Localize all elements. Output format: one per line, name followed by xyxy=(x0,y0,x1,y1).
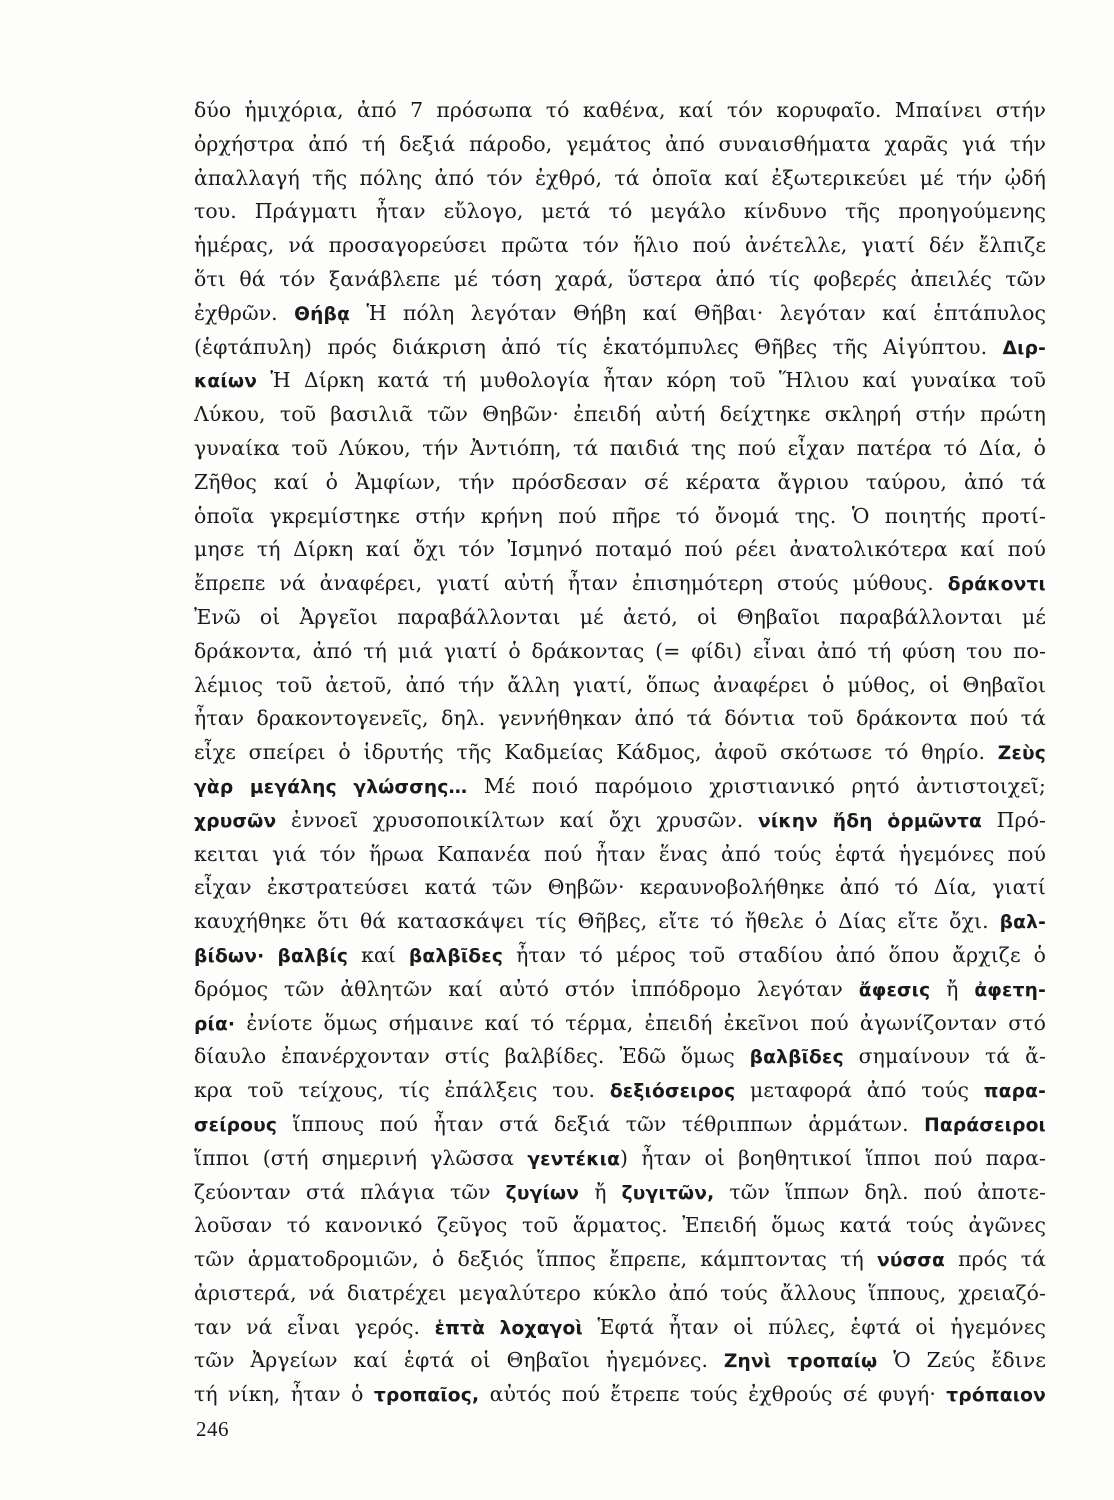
page-number: 246 xyxy=(196,1417,229,1441)
text-run: εἶχαν ἐκστρατεύσει κατά τῶν Θηβῶν· κεραυνοβολήθηκε ἀπό τό Δία, γιατί xyxy=(194,875,1046,900)
text-line xyxy=(194,601,1046,635)
text-run: Ἐνῶ οἱ Ἀργεῖοι παραβάλλονται μέ ἀετό, οἱ Θηβαῖοι παραβάλλονται μέ xyxy=(194,604,1046,629)
text-line xyxy=(194,635,1046,669)
text-run: κειται γιά τόν ἥρωα Καπανέα πού ἦταν ἕνας ἀπό τούς ἑφτά ἡγεμόνες πού xyxy=(194,841,1046,866)
text-line xyxy=(194,804,1046,838)
text-run: του. Πράγματι ἦταν εὔλογο, μετά τό μεγάλο κίνδυνο τῆς προηγούμενης xyxy=(194,199,1046,224)
text-run: δίαυλο ἐπανέρχονταν στίς βαλβίδες. Ἐδῶ ὅμως xyxy=(194,1044,750,1069)
text-line xyxy=(194,500,1046,534)
text-line xyxy=(194,162,1046,196)
text-line xyxy=(194,1074,1046,1108)
text-run: ἤ xyxy=(930,976,975,1001)
text-line xyxy=(194,1007,1046,1041)
text-line xyxy=(194,1378,1046,1412)
lemma-keyword: γεντέκια xyxy=(527,1148,621,1170)
text-run: δρόμος τῶν ἀθλητῶν καί αὐτό στόν ἱππόδρομο λεγόταν xyxy=(194,976,859,1001)
text-line xyxy=(194,1142,1046,1176)
lemma-keyword: βίδων· xyxy=(194,945,265,967)
text-run: τῶν Ἀργείων καί ἑφτά οἱ Θηβαῖοι ἡγεμόνες. xyxy=(194,1348,724,1373)
text-run: ταν νά εἶναι γερός. xyxy=(194,1314,435,1339)
text-run: Ὁ Ζεύς ἔδινε xyxy=(877,1348,1046,1373)
text-line xyxy=(194,533,1046,567)
text-run: ἤ xyxy=(579,1179,622,1204)
text-run: ζεύονταν στά πλάγια τῶν xyxy=(194,1179,506,1204)
lemma-keyword: τροπαῖος, xyxy=(373,1385,480,1407)
text-line xyxy=(194,567,1046,601)
text-line xyxy=(194,702,1046,736)
text-run: ὁποῖα γκρεμίστηκε στήν κρήνη πού πῆρε τό ὄνομά της. Ὁ ποιητής προτί- xyxy=(194,503,1046,528)
lemma-keyword: ἄφεσις xyxy=(858,979,931,1001)
text-run: Πρό- xyxy=(982,807,1047,832)
text-run: ἐννοεῖ χρυσοποικίλτων καί ὄχι χρυσῶν. xyxy=(276,807,759,832)
text-run: ἀπαλλαγή τῆς πόλης ἀπό τόν ἐχθρό, τά ὁποῖα καί ἐξωτερικεύει μέ τήν ᾠδή xyxy=(194,165,1046,190)
text-run: δράκοντα, ἀπό τή μιά γιατί ὁ δράκοντας (= φίδι) εἶναι ἀπό τή φύση του πο- xyxy=(194,638,1046,663)
text-run: Ἡ πόλη λεγόταν Θήβη καί Θῆβαι· λεγόταν καί ἑπτάπυλος xyxy=(350,300,1046,325)
text-run: μησε τή Δίρκη καί ὄχι τόν Ἰσμηνό ποταμό πού ρέει ἀνατολικότερα καί πού xyxy=(194,537,1046,562)
text-run: (ἑφτάπυλη) πρός διάκριση ἀπό τίς ἑκατόμπυλες Θῆβες τῆς Αἰγύπτου. xyxy=(194,334,1003,359)
text-line xyxy=(194,364,1046,398)
text-line xyxy=(194,195,1046,229)
text-line xyxy=(194,770,1046,804)
text-run: καί xyxy=(348,942,409,967)
text-run: ἐχθρῶν. xyxy=(194,300,295,325)
text-run: ἀριστερά, νά διατρέχει μεγαλύτερο κύκλο ἀπό τούς ἄλλους ἵππους, χρειαζό- xyxy=(194,1280,1046,1305)
lemma-keyword: ρία· xyxy=(194,1013,236,1035)
lemma-keyword: Ζεὺς xyxy=(997,743,1046,765)
text-line xyxy=(194,432,1046,466)
text-run: λέμιος τοῦ ἀετοῦ, ἀπό τήν ἄλλη γιατί, ὅπως ἀναφέρει ὁ μύθος, οἱ Θηβαῖοι xyxy=(194,672,1046,697)
text-line xyxy=(194,1344,1046,1378)
commentary-text xyxy=(194,94,1046,1412)
text-run: ) ἦταν οἱ βοηθητικοί ἵπποι πού παρα- xyxy=(620,1145,1046,1170)
text-run: ὀρχήστρα ἀπό τή δεξιά πάροδο, γεμάτος ἀπό συναισθήματα χαρᾶς γιά τήν xyxy=(194,131,1046,156)
text-run: Ἑφτά ἦταν οἱ πύλες, ἑφτά οἱ ἡγεμόνες xyxy=(582,1314,1046,1339)
text-run: Λύκου, τοῦ βασιλιᾶ τῶν Θηβῶν· ἐπειδή αὐτή δείχτηκε σκληρή στήν πρώτη xyxy=(194,402,1046,427)
lemma-keyword: παρα- xyxy=(983,1081,1046,1103)
text-run: πρός τά xyxy=(944,1247,1046,1272)
text-run: γυναίκα τοῦ Λύκου, τήν Ἀντιόπη, τά παιδιά της πού εἶχαν πατέρα τό Δία, ὁ xyxy=(194,435,1046,460)
lemma-keyword: καίων xyxy=(194,371,258,393)
text-run: κρα τοῦ τείχους, τίς ἐπάλξεις του. xyxy=(194,1078,610,1103)
text-run: ἵππους πού ἦταν στά δεξιά τῶν τέθριππων ἁρμάτων. xyxy=(277,1111,925,1136)
text-run: σημαίνουν τά ἄ- xyxy=(843,1044,1047,1069)
lemma-keyword: βαλβῖδες xyxy=(749,1047,844,1069)
text-run: τῶν ἵππων δηλ. πού ἀποτε- xyxy=(714,1179,1046,1204)
text-run: τή νίκη, ἦταν ὁ xyxy=(194,1382,374,1407)
text-run: δύο ἡμιχόρια, ἀπό 7 πρόσωπα τό καθένα, καί τόν κορυφαῖο. Μπαίνει στήν xyxy=(194,98,1046,122)
text-run: ὅτι θά τόν ξανάβλεπε μέ τόση χαρά, ὕστερα ἀπό τίς φοβερές ἀπειλές τῶν xyxy=(194,266,1046,291)
lemma-keyword: ζυγιτῶν, xyxy=(621,1182,715,1204)
lemma-keyword: ἀφετη- xyxy=(974,979,1047,1001)
text-run: καυχήθηκε ὅτι θά κατασκάψει τίς Θῆβες, εἴτε τό ἤθελε ὁ Δίας εἴτε ὄχι. xyxy=(194,909,1000,934)
text-run: αὐτός πού ἔτρεπε τούς ἐχθρούς σέ φυγή· xyxy=(479,1382,947,1407)
text-line xyxy=(194,398,1046,432)
text-line xyxy=(194,263,1046,297)
text-line xyxy=(194,128,1046,162)
text-run: ἐνίοτε ὅμως σήμαινε καί τό τέρμα, ἐπειδή ἐκεῖνοι πού ἀγωνίζονταν στό xyxy=(235,1010,1046,1035)
text-line xyxy=(194,1209,1046,1243)
text-run xyxy=(264,943,277,967)
lemma-keyword: σείρους xyxy=(194,1114,278,1136)
text-run: Ζῆθος καί ὁ Ἀμφίων, τήν πρόσδεσαν σέ κέρατα ἄγριου ταύρου, ἀπό τά xyxy=(194,469,1046,494)
text-line xyxy=(194,736,1046,770)
text-line xyxy=(194,838,1046,872)
text-line xyxy=(194,1176,1046,1210)
text-line xyxy=(194,871,1046,905)
text-run: Μέ ποιό παρόμοιο χριστιανικό ρητό ἀντιστοιχεῖ; xyxy=(467,773,1046,798)
text-line xyxy=(194,1243,1046,1277)
text-run: λοῦσαν τό κανονικό ζεῦγος τοῦ ἅρματος. Ἐπειδή ὅμως κατά τούς ἀγῶνες xyxy=(194,1213,1046,1238)
text-line xyxy=(194,905,1046,939)
lemma-keyword: Παράσειροι xyxy=(924,1114,1046,1136)
text-line xyxy=(194,466,1046,500)
text-run: ἵπποι (στή σημερινή γλῶσσα xyxy=(194,1145,528,1170)
lemma-keyword: βαλβῖδες xyxy=(408,945,504,967)
lemma-keyword: ἑπτὰ λοχαγοὶ xyxy=(434,1317,583,1339)
lemma-keyword: τρόπαιον xyxy=(946,1385,1047,1407)
lemma-keyword: βαλ- xyxy=(999,912,1046,934)
lemma-keyword: γὰρ μεγάλης γλώσσης… xyxy=(194,776,468,798)
text-run: ἡμέρας, νά προσαγορεύσει πρῶτα τόν ἥλιο πού ἀνέτελλε, γιατί δέν ἔλπιζε xyxy=(194,233,1046,258)
text-line xyxy=(194,973,1046,1007)
lemma-keyword: Ζηνὶ τροπαίῳ xyxy=(723,1351,878,1373)
text-line xyxy=(194,939,1046,973)
text-line xyxy=(194,297,1046,331)
text-line xyxy=(194,1277,1046,1311)
text-run: ἦταν τό μέρος τοῦ σταδίου ἀπό ὅπου ἄρχιζε ὁ xyxy=(503,942,1046,967)
text-run: ἦταν δρακοντογενεῖς, δηλ. γεννήθηκαν ἀπό τά δόντια τοῦ δράκοντα πού τά xyxy=(194,706,1046,731)
text-line xyxy=(194,1040,1046,1074)
text-run: τῶν ἁρματοδρομιῶν, ὁ δεξιός ἵππος ἔπρεπε, κάμπτοντας τή xyxy=(194,1247,877,1272)
lemma-keyword: ζυγίων xyxy=(505,1182,580,1204)
lemma-keyword: Θήβᾳ xyxy=(294,303,351,325)
lemma-keyword: χρυσῶν xyxy=(194,810,277,832)
lemma-keyword: δεξιόσειρος xyxy=(609,1081,736,1103)
text-run: εἶχε σπείρει ὁ ἱδρυτής τῆς Καδμείας Κάδμος, ἀφοῦ σκότωσε τό θηρίο. xyxy=(194,740,998,765)
lemma-keyword: δράκοντι xyxy=(947,574,1046,596)
text-line xyxy=(194,1108,1046,1142)
text-line xyxy=(194,1311,1046,1345)
text-run: ἔπρεπε νά ἀναφέρει, γιατί αὐτή ἦταν ἐπισημότερη στούς μύθους. xyxy=(194,571,948,596)
text-line xyxy=(194,94,1046,128)
lemma-keyword: Διρ- xyxy=(1002,337,1046,359)
text-run: Ἡ Δίρκη κατά τή μυθολογία ἦταν κόρη τοῦ Ἥλιου καί γυναίκα τοῦ xyxy=(257,368,1046,393)
text-line xyxy=(194,229,1046,263)
text-line xyxy=(194,331,1046,365)
text-run: μεταφορά ἀπό τούς xyxy=(735,1078,984,1103)
lemma-keyword: βαλβίς xyxy=(277,945,349,967)
lemma-keyword: νύσσα xyxy=(876,1250,945,1272)
text-line xyxy=(194,669,1046,703)
lemma-keyword: νίκην ἤδη ὁρμῶντα xyxy=(758,810,983,832)
